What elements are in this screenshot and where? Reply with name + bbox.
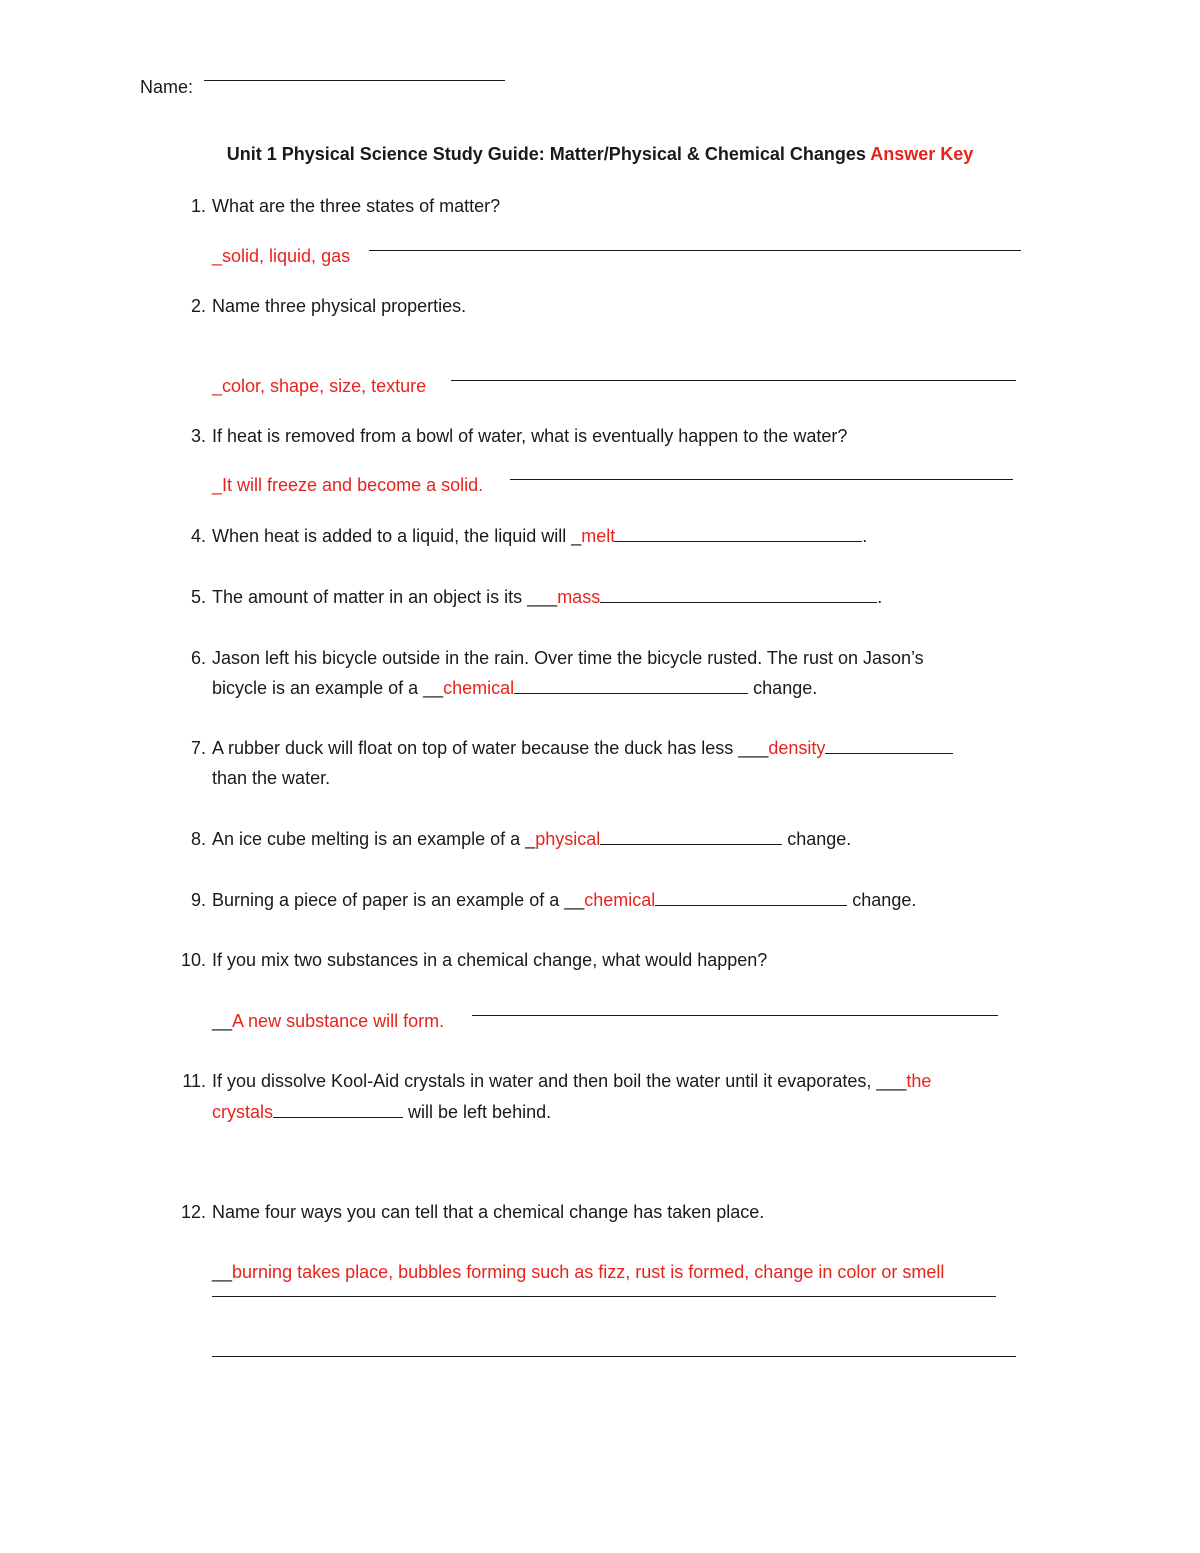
question-9-end: change.: [847, 890, 917, 910]
question-12-text: Name four ways you can tell that a chemical change has taken place.: [212, 1202, 765, 1222]
answer-5-blank[interactable]: [600, 585, 877, 603]
answer-12-blank-2[interactable]: [212, 1356, 1016, 1357]
answer-12: burning takes place, bubbles forming such as fizz, rust is formed, change in color or smell: [232, 1262, 945, 1282]
answer-8: physical: [535, 829, 601, 849]
answer-2: _color, shape, size, texture: [212, 376, 427, 396]
question-11-row: [212, 1069, 931, 1093]
question-9-text: Burning a piece of paper is an example of a __: [212, 890, 585, 910]
question-5-end: .: [877, 587, 883, 607]
answer-10: A new substance will form.: [232, 1011, 445, 1031]
page-title: [0, 144, 1200, 165]
answer-11-part1: the: [906, 1071, 932, 1091]
question-11-text: If you dissolve Kool-Aid crystals in water and then boil the water until it evaporates, ___: [212, 1071, 907, 1091]
question-6-text-line1: Jason left his bicycle outside in the rain. Over time the bicycle rusted. The rust on Jason’s: [212, 648, 924, 668]
question-5-text: The amount of matter in an object is its ___: [212, 587, 558, 607]
answer-5: mass: [557, 587, 601, 607]
question-4-text: When heat is added to a liquid, the liquid will _: [212, 526, 582, 546]
question-7-text: A rubber duck will float on top of water because the duck has less ___: [212, 738, 769, 758]
question-8-end: change.: [782, 829, 852, 849]
question-number-3: 3.: [190, 426, 206, 446]
answer-10-blank[interactable]: [472, 1015, 998, 1016]
answer-12-prefix: __: [212, 1262, 233, 1282]
question-number-10: 10.: [180, 950, 206, 970]
name-label: Name:: [140, 77, 194, 97]
question-5-row: [212, 585, 882, 609]
answer-1: _solid, liquid, gas: [212, 246, 351, 266]
answer-9-blank[interactable]: [655, 888, 847, 906]
question-1-text: What are the three states of matter?: [212, 196, 501, 216]
question-number-1: 1.: [190, 196, 206, 216]
answer-2-blank[interactable]: [451, 380, 1016, 381]
answer-7: density: [768, 738, 826, 758]
answer-10-prefix: __: [212, 1011, 233, 1031]
answer-6-blank[interactable]: [514, 676, 748, 694]
answer-7-blank[interactable]: [825, 736, 953, 754]
question-8-text: An ice cube melting is an example of a _: [212, 829, 536, 849]
answer-3: _It will freeze and become a solid.: [212, 475, 484, 495]
question-7-text-line2: than the water.: [212, 768, 331, 788]
question-2-text: Name three physical properties.: [212, 296, 467, 316]
answer-12-blank-1[interactable]: [212, 1296, 996, 1297]
question-7-row: [212, 736, 953, 760]
answer-10-row: [212, 1009, 444, 1033]
question-6-text: bicycle is an example of a __: [212, 678, 444, 698]
question-number-2: 2.: [190, 296, 206, 316]
answer-6: chemical: [443, 678, 515, 698]
question-6-end: change.: [748, 678, 818, 698]
question-3-text: If heat is removed from a bowl of water, what is eventually happen to the water?: [212, 426, 848, 446]
answer-11-blank[interactable]: [273, 1100, 403, 1118]
answer-3-blank[interactable]: [510, 479, 1013, 480]
question-8-row: [212, 827, 851, 851]
question-4-end: .: [862, 526, 868, 546]
question-number-11: 11.: [182, 1071, 206, 1091]
title-main: Unit 1 Physical Science Study Guide: Matter/Physical & Chemical Changes: [226, 144, 866, 164]
answer-11-part2: crystals: [212, 1102, 274, 1122]
name-row: [140, 75, 193, 99]
answer-9: chemical: [584, 890, 656, 910]
question-9-row: [212, 888, 916, 912]
question-4-row: [212, 524, 867, 548]
question-11-row2: [212, 1100, 551, 1124]
answer-1-blank[interactable]: [369, 250, 1021, 251]
question-number-9: 9.: [190, 890, 206, 910]
answer-4-blank[interactable]: [615, 524, 862, 542]
question-6-row: [212, 676, 817, 700]
question-number-12: 12.: [180, 1202, 206, 1222]
question-number-7: 7.: [190, 738, 206, 758]
name-blank[interactable]: [204, 80, 505, 81]
question-number-8: 8.: [190, 829, 206, 849]
answer-4: melt: [581, 526, 616, 546]
answer-12-row: [212, 1260, 944, 1284]
question-10-text: If you mix two substances in a chemical change, what would happen?: [212, 950, 768, 970]
question-11-end: will be left behind.: [403, 1102, 552, 1122]
answer-8-blank[interactable]: [600, 827, 782, 845]
question-number-5: 5.: [190, 587, 206, 607]
title-answer-key: Answer Key: [870, 144, 974, 164]
question-number-4: 4.: [190, 526, 206, 546]
question-number-6: 6.: [190, 648, 206, 668]
